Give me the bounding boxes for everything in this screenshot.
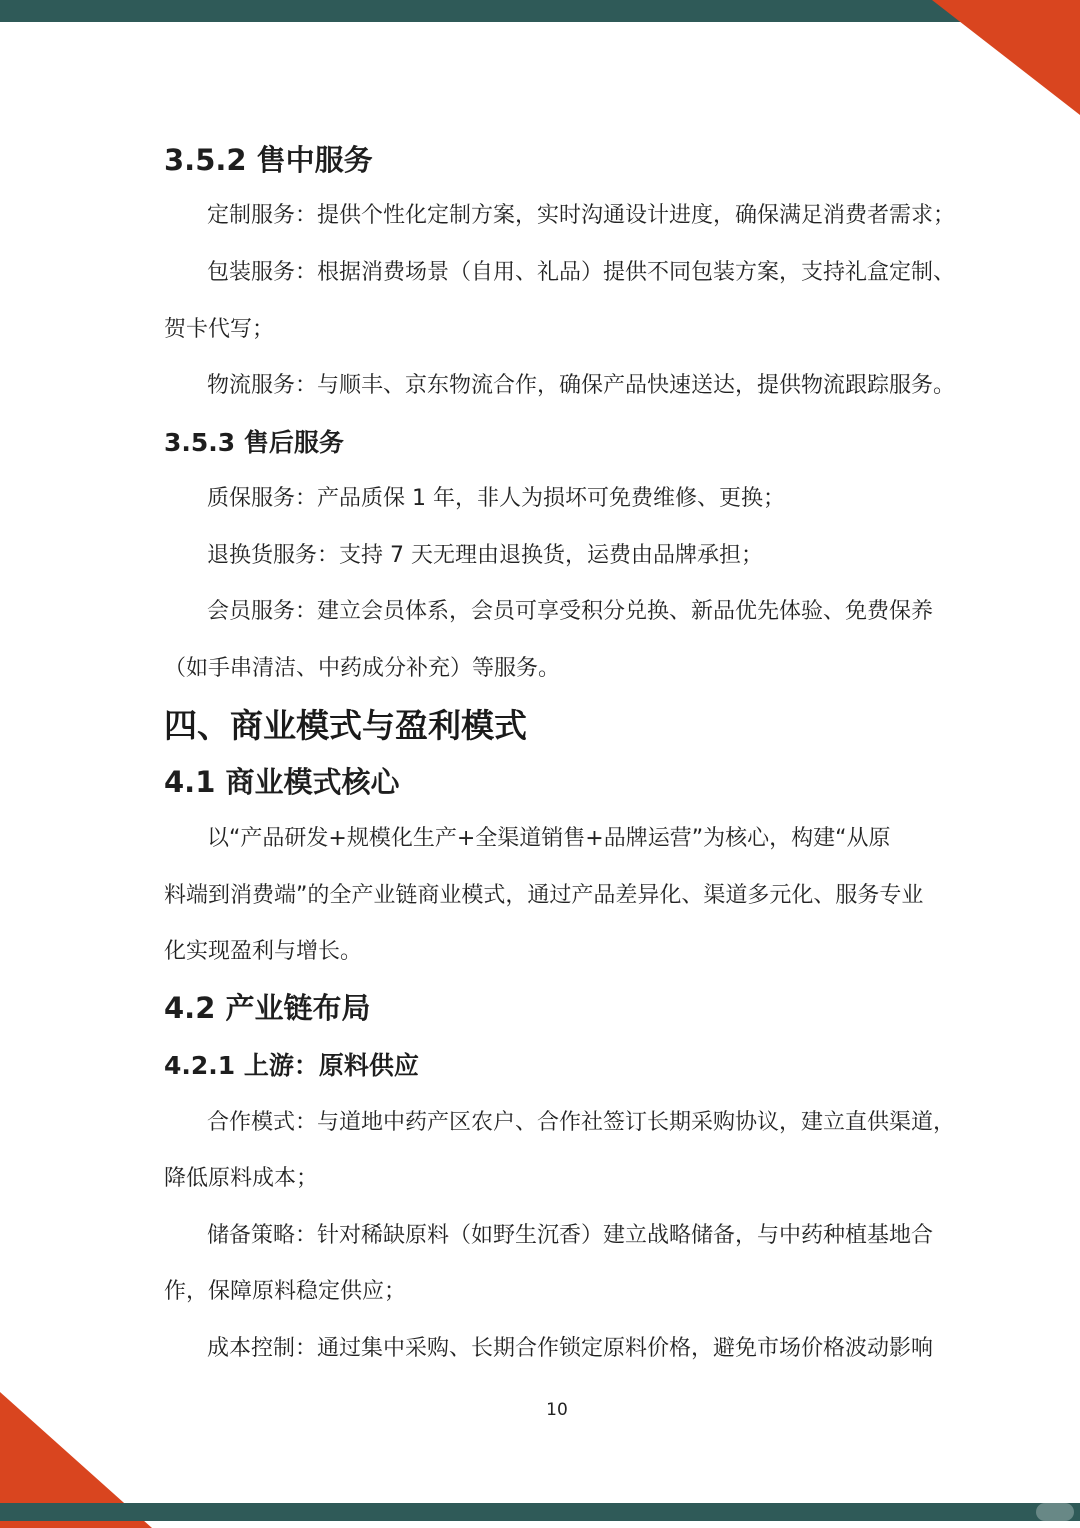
paragraph-line: 降低原料成本；	[164, 1166, 319, 1191]
paragraph-line: （如手串清洁、中药成分补充）等服务。	[164, 656, 561, 681]
chapter-heading-4: 四、商业模式与盈利模式	[164, 706, 527, 745]
bottom-decorative-band	[0, 1503, 1080, 1521]
paragraph-line: 质保服务：产品质保 1 年，非人为损坏可免费维修、更换；	[207, 486, 785, 511]
paragraph-line: 包装服务：根据消费场景（自用、礼品）提供不同包装方案，支持礼盒定制、	[207, 260, 956, 285]
paragraph-line: 作，保障原料稳定供应；	[164, 1279, 407, 1304]
paragraph-line: 化实现盈利与增长。	[164, 939, 363, 964]
paragraph-line: 储备策略：针对稀缺原料（如野生沉香）建立战略储备，与中药种植基地合	[207, 1223, 934, 1248]
paragraph-line: 会员服务：建立会员体系，会员可享受积分兑换、新品优先体验、免费保养	[207, 599, 934, 624]
paragraph-line: 合作模式：与道地中药产区农户、合作社签订长期采购协议，建立直供渠道，	[207, 1110, 956, 1135]
paragraph-line: 定制服务：提供个性化定制方案，实时沟通设计进度，确保满足消费者需求；	[207, 203, 956, 228]
top-right-corner-triangle	[932, 0, 1080, 115]
section-heading-4-2-1: 4.2.1 上游：原料供应	[164, 1051, 419, 1080]
paragraph-line: 以“产品研发+规模化生产+全渠道销售+品牌运营”为核心，构建“从原	[207, 826, 891, 851]
paragraph-line: 料端到消费端”的全产业链商业模式，通过产品差异化、渠道多元化、服务专业	[164, 883, 924, 908]
page-number: 10	[546, 1400, 568, 1420]
paragraph-line: 贺卡代写；	[164, 317, 275, 342]
section-heading-3-5-3: 3.5.3 售后服务	[164, 428, 344, 457]
watermark-badge	[1036, 1503, 1074, 1521]
paragraph-line: 物流服务：与顺丰、京东物流合作，确保产品快速送达，提供物流跟踪服务。	[207, 373, 956, 398]
paragraph-line: 退换货服务：支持 7 天无理由退换货，运费由品牌承担；	[207, 543, 763, 568]
paragraph-line: 成本控制：通过集中采购、长期合作锁定原料价格，避免市场价格波动影响	[207, 1336, 934, 1361]
section-heading-3-5-2: 3.5.2 售中服务	[164, 143, 373, 177]
top-decorative-band	[0, 0, 1080, 22]
section-heading-4-2: 4.2 产业链布局	[164, 991, 371, 1025]
section-heading-4-1: 4.1 商业模式核心	[164, 765, 400, 799]
